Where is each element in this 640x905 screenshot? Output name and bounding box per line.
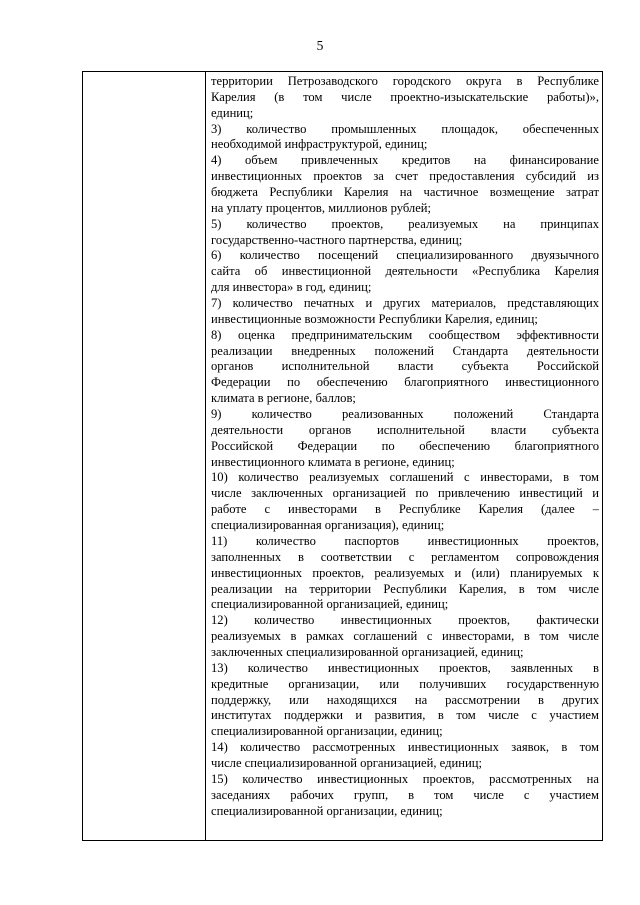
text-line: 4) объем привлеченных кредитов на финансирование: [211, 153, 599, 168]
text-line: 10) количество реализуемых соглашений с инвесторами, в том: [211, 470, 599, 485]
text-line: для инвестора» в год, единиц;: [211, 280, 372, 295]
text-line: числе заключенных организацией по привлечению инвестиций и: [211, 486, 599, 501]
text-line: 8) оценка предпринимательским сообществом эффективности: [211, 327, 599, 342]
text-line: 12) количество инвестиционных проектов, фактически: [211, 613, 599, 628]
text-line: институтах поддержки и развития, в том числе с участием: [211, 708, 599, 723]
table-cell-indicators: [206, 72, 602, 840]
text-line: заключенных специализированной организацией, единиц;: [211, 644, 524, 659]
text-line: числе специализированной организацией, единиц;: [211, 755, 482, 770]
text-line: 15) количество инвестиционных проектов, рассмотренных на: [211, 771, 599, 786]
text-line: 3) количество промышленных площадок, обеспеченных: [211, 121, 599, 136]
document-table: [82, 71, 603, 841]
text-line: специализированная организация), единиц;: [211, 518, 445, 533]
text-line: 6) количество посещений специализированного двуязычного: [211, 248, 599, 263]
text-line: инвестиционных проектов, реализуемых и (или) планируемых к: [211, 565, 599, 580]
text-line: заседаниях рабочих групп, в том числе с участием: [211, 787, 599, 802]
text-line: Российской Федерации по обеспечению благоприятного: [211, 438, 599, 453]
table-cell-left-empty: [83, 72, 206, 840]
text-line: сайта об инвестиционной деятельности «Республика Карелия: [211, 264, 599, 279]
text-line: бюджета Республики Карелия на частичное возмещение затрат: [211, 185, 599, 200]
text-line: Федерации по обеспечению благоприятного инвестиционного: [211, 375, 599, 390]
text-line: климата в регионе, баллов;: [211, 391, 356, 406]
text-line: кредитные организации, или получивших государственную: [211, 676, 599, 691]
text-line: инвестиционных проектов за счет предоставления субсидий из: [211, 169, 599, 184]
page-number: 5: [316, 38, 324, 53]
text-line: на уплату процентов, миллионов рублей;: [211, 200, 432, 215]
text-line: Карелия (в том числе проектно-изыскательские работы)»,: [211, 89, 599, 104]
text-line: поддержку, или находящихся на рассмотрении в других: [211, 692, 599, 707]
text-line: органов исполнительной власти субъекта Российской: [211, 359, 599, 374]
text-line: реализации внедренных положений Стандарта деятельности: [211, 343, 599, 358]
text-line: специализированной организации, единиц;: [211, 724, 443, 739]
text-line: территории Петрозаводского городского округа в Республике: [211, 74, 599, 88]
text-line: реализации на территории Республики Карелия, в том числе: [211, 581, 599, 596]
text-line: инвестиционные возможности Республики Карелия, единиц;: [211, 311, 538, 326]
text-line: работе с инвесторами в Республике Карелия (далее –: [211, 502, 599, 517]
text-line: деятельности органов исполнительной власти субъекта: [211, 422, 599, 437]
text-line: 13) количество инвестиционных проектов, заявленных в: [211, 660, 599, 675]
text-line: 9) количество реализованных положений Стандарта: [211, 407, 599, 422]
text-line: государственно-частного партнерства, единиц;: [211, 232, 463, 247]
text-line: инвестиционного климата в регионе, единиц;: [211, 454, 455, 469]
text-line: 5) количество проектов, реализуемых на принципах: [211, 216, 599, 231]
text-line: заполненных в соответствии с регламентом сопровождения: [211, 549, 599, 564]
text-line: реализуемых в рамках соглашений с инвесторами, в том числе: [211, 629, 599, 644]
text-line: 11) количество паспортов инвестиционных проектов,: [211, 533, 599, 548]
text-line: 14) количество рассмотренных инвестиционных заявок, в том: [211, 740, 599, 755]
text-line: специализированной организацией, единиц;: [211, 597, 449, 612]
text-line: единиц;: [211, 105, 254, 120]
text-line: необходимой инфраструктурой, единиц;: [211, 137, 428, 152]
text-line: специализированной организации, единиц;: [211, 803, 443, 818]
text-line: 7) количество печатных и других материалов, представляющих: [211, 296, 599, 311]
